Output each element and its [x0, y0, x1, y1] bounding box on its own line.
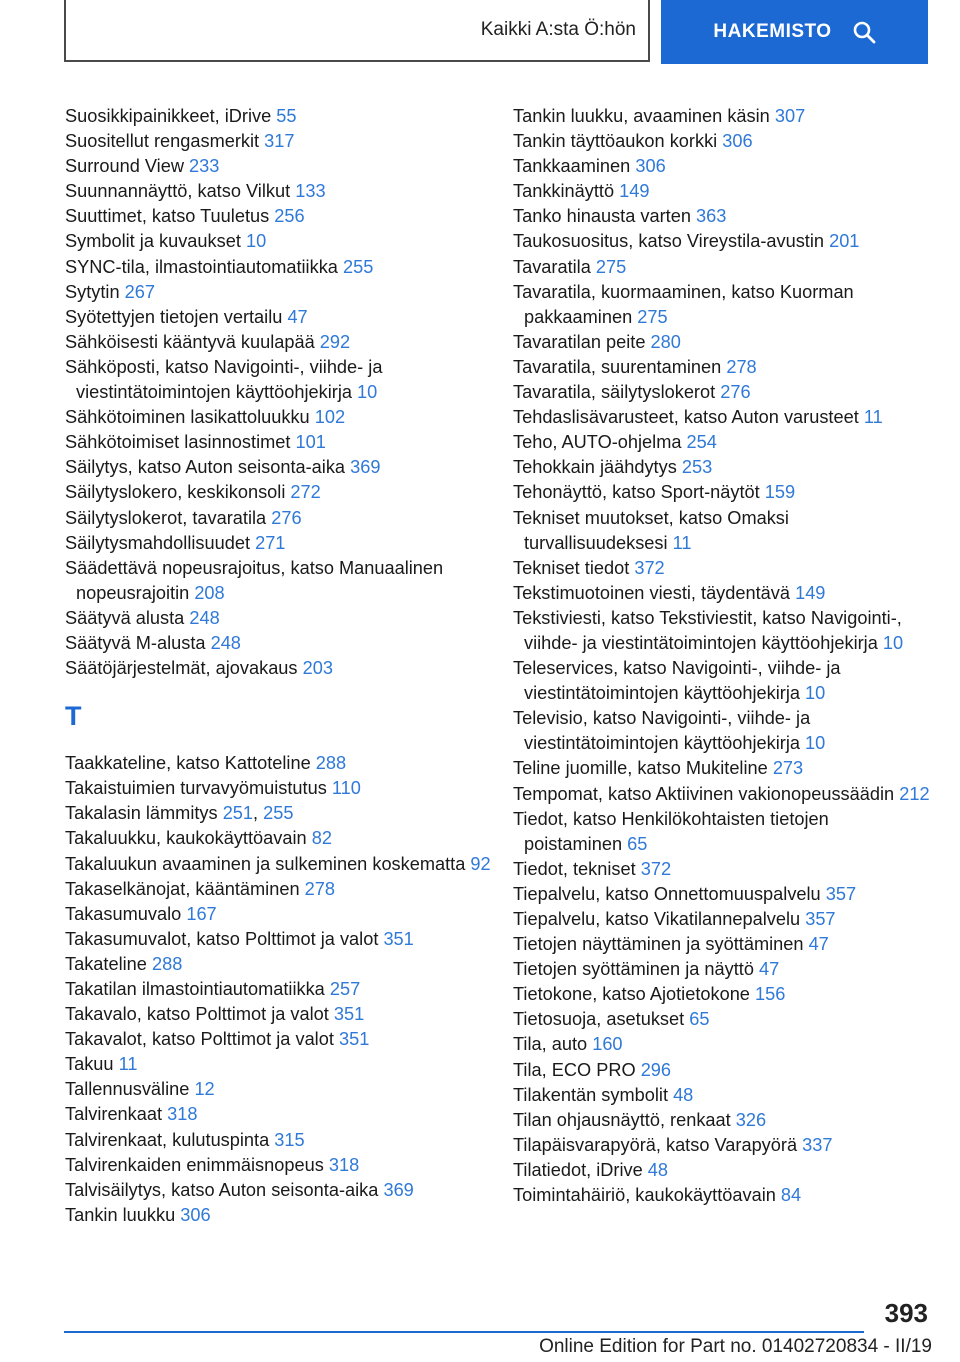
index-entry: [65, 902, 495, 927]
index-entry: [65, 1203, 495, 1228]
page-link[interactable]: 254: [686, 432, 717, 453]
index-entry-text: Takaselkänojat, kääntäminen: [65, 878, 300, 899]
page-link[interactable]: 10: [882, 632, 904, 653]
index-entry: [65, 506, 495, 531]
index-entry: [65, 751, 495, 776]
page-link[interactable]: 317: [264, 131, 295, 152]
page-link[interactable]: 48: [647, 1159, 669, 1180]
index-entry-text: Tilatiedot, iDrive: [513, 1159, 643, 1180]
index-entry: [65, 430, 495, 455]
index-entry-text: Takaluukku, kaukokäyttöavain: [65, 828, 307, 849]
index-entry-text: Takatilan ilmastointiautomatiikka: [65, 979, 325, 999]
page-link[interactable]: 280: [650, 331, 681, 352]
index-entry: [513, 932, 931, 957]
index-entry: [65, 801, 495, 826]
index-entry-text: Takaistuimien turvavyömuistutus: [65, 778, 327, 799]
index-entry: [513, 1083, 931, 1108]
page-link[interactable]: 208: [194, 582, 225, 603]
index-entry-text: Symbolit ja kuvaukset: [65, 231, 241, 252]
index-entry: [65, 952, 495, 977]
page-link[interactable]: 337: [802, 1134, 833, 1155]
page-link[interactable]: 273: [772, 758, 804, 779]
page-link[interactable]: 255: [263, 803, 294, 824]
index-entry: [513, 129, 931, 154]
page-link[interactable]: 272: [290, 482, 321, 503]
page-link[interactable]: 156: [755, 984, 786, 1005]
index-entry-text: Taakkateline, katso Kattoteline: [65, 753, 311, 774]
page-link[interactable]: 233: [189, 156, 220, 177]
index-entry-text: Tehonäyttö, katso Sport-näytöt: [513, 482, 760, 503]
index-entry-text: Tila, ECO PRO: [513, 1059, 636, 1080]
index-entry: [513, 556, 931, 581]
index-entry-text: Säilytyslokerot, tavaratila: [65, 507, 267, 528]
index-entry-text: Takateline: [65, 953, 147, 974]
tab-a-to-z-label: Kaikki A:sta Ö:hön: [480, 19, 636, 40]
page-link[interactable]: 149: [795, 582, 826, 603]
page-link[interactable]: 372: [634, 557, 665, 578]
tab-index-label: HAKEMISTO: [713, 21, 832, 42]
page-link[interactable]: 351: [383, 928, 414, 949]
index-entry-text: Tietokone, katso Ajotietokone: [513, 984, 750, 1005]
index-entry: [65, 280, 495, 305]
page-link[interactable]: 253: [681, 457, 713, 478]
index-entry: [513, 1108, 931, 1133]
index-entry: [65, 606, 495, 631]
index-entry: [65, 927, 495, 952]
page-link[interactable]: 160: [592, 1034, 623, 1055]
index-entry: [513, 882, 931, 907]
page-link[interactable]: 256: [274, 206, 305, 227]
index-entry: [513, 405, 931, 430]
index-entry: [513, 104, 931, 129]
index-entry: [65, 977, 495, 1002]
index-entry-text: Teho, AUTO-ohjelma: [513, 432, 682, 453]
page-link[interactable]: 306: [635, 156, 666, 177]
index-entry-text: Takavalot, katso Polttimot ja valot: [65, 1029, 334, 1050]
page-link[interactable]: 318: [167, 1104, 198, 1125]
index-entry: [513, 782, 931, 807]
page-link[interactable]: 159: [764, 482, 796, 503]
index-entry-text: Säätöjärjestelmät, ajovakaus: [65, 658, 298, 679]
index-entry: [513, 606, 931, 656]
page-link[interactable]: 288: [315, 753, 347, 774]
page-link[interactable]: 296: [640, 1059, 672, 1080]
index-entry: [65, 305, 495, 330]
page-link[interactable]: 326: [735, 1109, 767, 1130]
index-entry: [513, 807, 931, 857]
index-entry: [513, 355, 931, 380]
page-link[interactable]: 10: [245, 231, 267, 252]
index-entry-text: Takaluukun avaaminen ja sulkeminen koskematta: [65, 853, 466, 874]
index-entry-text: Säädettävä nopeusrajoitus, katso Manuaalinen nopeusrajoitin: [65, 557, 444, 603]
index-entry: [65, 255, 495, 280]
footer-edition: Online Edition for Part no. 01402720834 - II/19: [539, 1336, 932, 1357]
page-link[interactable]: 306: [722, 131, 753, 152]
page-link[interactable]: 369: [383, 1179, 414, 1200]
index-entry: [65, 129, 495, 154]
index-entry: [65, 531, 495, 556]
index-entry-text: Tavaratila, kuormaaminen, katso Kuorman pakkaaminen: [513, 281, 854, 327]
page-link[interactable]: 351: [333, 1004, 365, 1025]
page-link[interactable]: 167: [186, 903, 217, 924]
page-link[interactable]: 257: [329, 979, 361, 999]
page-link[interactable]: 307: [774, 106, 806, 126]
index-entry: [513, 204, 931, 229]
index-entry-text: Tankkinäyttö: [513, 181, 615, 202]
index-entry: [513, 982, 931, 1007]
footer-divider: [64, 1331, 864, 1333]
index-entry-text: Tavaratila, suurentaminen: [513, 356, 722, 377]
index-entry-text: Tiedot, tekniset: [513, 858, 636, 879]
index-column-left: [65, 104, 495, 1228]
top-navigation: [64, 0, 928, 66]
index-entry-text: Suuttimet, katso Tuuletus: [65, 206, 270, 227]
index-entry-text: Talvirenkaiden enimmäisnopeus: [65, 1154, 324, 1175]
index-entry-text: Tietojen näyttäminen ja syöttäminen: [513, 934, 804, 955]
index-entry: [65, 1153, 495, 1178]
page-link[interactable]: 47: [287, 306, 308, 327]
page-link[interactable]: 92: [470, 853, 491, 874]
index-letter-heading: T: [65, 701, 82, 732]
index-entry: [513, 1058, 931, 1083]
index-entry: [65, 104, 495, 129]
index-entry-text: Talvirenkaat, kulutuspinta: [65, 1129, 270, 1150]
index-entry: [65, 1027, 495, 1052]
index-entry: [65, 1002, 495, 1027]
index-entry-text: Tavaratila, säilytyslokerot: [513, 382, 716, 403]
page-link[interactable]: 275: [595, 256, 627, 277]
page-link[interactable]: 357: [805, 909, 836, 929]
page-link[interactable]: 315: [274, 1129, 305, 1150]
index-entry-text: Suositellut rengasmerkit: [65, 131, 260, 152]
page-link[interactable]: 12: [194, 1079, 215, 1100]
index-entry: [513, 255, 931, 280]
index-entry-text: SYNC-tila, ilmastointiautomatiikka: [65, 256, 338, 277]
page-link[interactable]: 372: [640, 858, 672, 879]
index-entry: [65, 330, 495, 355]
page-link[interactable]: 369: [350, 457, 381, 478]
index-entry: [513, 455, 931, 480]
page-link[interactable]: 276: [271, 507, 302, 528]
index-entry: [513, 380, 931, 405]
index-entry-text: Teleservices, katso Navigointi-, viihde- ja viestintätoimintojen käyttöohjekirja: [513, 658, 841, 704]
index-entry-text: Takasumuvalo: [65, 903, 182, 924]
index-entry: [65, 229, 495, 254]
tab-a-to-z[interactable]: [64, 0, 650, 62]
index-entry: [65, 631, 495, 656]
page-link[interactable]: 271: [255, 532, 286, 553]
page-link[interactable]: 276: [720, 382, 751, 403]
index-entry: [65, 656, 495, 681]
page-link[interactable]: 275: [637, 306, 668, 327]
page-link[interactable]: 101: [295, 432, 326, 453]
page-link[interactable]: 55: [276, 106, 297, 126]
page-link[interactable]: 288: [151, 953, 183, 974]
index-entry-text: Suunnannäyttö, katso Vilkut: [65, 181, 291, 202]
page-link[interactable]: 318: [328, 1154, 360, 1175]
page-link[interactable]: 82: [311, 828, 332, 849]
page-link[interactable]: 357: [825, 883, 857, 904]
index-entry: [65, 1128, 495, 1153]
index-entry-text: Säilytysmahdollisuudet: [65, 532, 251, 553]
index-entry: [513, 480, 931, 505]
page-separator: ,: [253, 803, 264, 824]
index-entry-text: Teline juomille, katso Mukiteline: [513, 758, 768, 779]
index-entry: [513, 280, 931, 330]
index-entry: [65, 455, 495, 480]
page-link[interactable]: 292: [319, 331, 351, 352]
page-link[interactable]: 267: [124, 281, 156, 302]
index-entry-text: Tekniset tiedot: [513, 557, 630, 578]
page-link[interactable]: 65: [689, 1009, 710, 1030]
index-entry-text: Säätyvä M-alusta: [65, 632, 206, 653]
index-entry: [65, 556, 495, 606]
index-entry-text: Takasumuvalot, katso Polttimot ja valot: [65, 928, 379, 949]
page-link[interactable]: 48: [673, 1084, 694, 1105]
index-entry: [65, 1052, 495, 1077]
index-entry: [65, 355, 495, 405]
index-entry: [65, 179, 495, 204]
index-entry: [65, 1178, 495, 1203]
page-link[interactable]: 84: [780, 1185, 802, 1206]
index-entry: [65, 877, 495, 902]
index-entry-text: Tilakentän symbolit: [513, 1084, 668, 1105]
page-number: 393: [884, 1298, 928, 1328]
index-entry: [513, 1032, 931, 1057]
page-link[interactable]: 11: [863, 407, 883, 428]
index-column-right: [513, 104, 931, 1208]
page-link[interactable]: 10: [805, 733, 826, 754]
index-entry-text: Sähkötoimiset lasinnostimet: [65, 432, 291, 453]
index-entry-text: Säilytys, katso Auton seisonta-aika: [65, 457, 346, 478]
page-link[interactable]: 133: [295, 181, 326, 202]
index-entry-text: Tehokkain jäähdytys: [513, 457, 677, 478]
index-entry-text: Tankkaaminen: [513, 156, 631, 177]
index-entry: [513, 857, 931, 882]
index-entry-text: Talvirenkaat: [65, 1104, 163, 1125]
page-link[interactable]: 255: [342, 256, 374, 277]
page-link[interactable]: 306: [180, 1204, 211, 1225]
index-entry-text: Tiepalvelu, katso Vikatilannepalvelu: [513, 909, 801, 929]
index-entry: [65, 480, 495, 505]
index-entry: [513, 154, 931, 179]
page-link[interactable]: 47: [759, 959, 780, 980]
index-entry: [65, 204, 495, 229]
index-entry-text: Tankin luukku: [65, 1204, 176, 1225]
page-link[interactable]: 212: [899, 783, 930, 804]
page-link[interactable]: 149: [619, 181, 650, 202]
index-entry-text: Surround View: [65, 156, 184, 177]
index-entry: [65, 154, 495, 179]
index-entry: [513, 179, 931, 204]
page-link[interactable]: 363: [696, 206, 727, 227]
index-entry-text: Sähköposti, katso Navigointi-, viihde- ja viestintätoimintojen käyttöohjekirja: [65, 356, 383, 403]
index-entry-text: Tempomat, katso Aktiivinen vakionopeussäädin: [513, 783, 895, 804]
index-entry: [513, 1158, 931, 1183]
index-entry: [513, 1133, 931, 1158]
index-entry-text: Tiedot, katso Henkilökohtaisten tietojen poistaminen: [513, 808, 829, 854]
index-entry-text: Tilapäisvarapyörä, katso Varapyörä: [513, 1134, 798, 1155]
index-entry-text: Syötettyjen tietojen vertailu: [65, 306, 283, 327]
page-link[interactable]: 278: [304, 878, 335, 899]
index-entry-text: Talvisäilytys, katso Auton seisonta-aika: [65, 1179, 379, 1200]
page-link[interactable]: 11: [672, 532, 692, 553]
index-entry: [513, 581, 931, 606]
index-entry: [65, 852, 495, 877]
index-entry-text: Tekstiviesti, katso Tekstiviestit, katso Navigointi-, viihde- ja viestintätoimintojen käyttöohjekirja: [513, 607, 902, 653]
index-entry: [65, 826, 495, 851]
index-entry: [513, 756, 931, 781]
index-entry-text: Tiepalvelu, katso Onnettomuuspalvelu: [513, 883, 821, 904]
page-link[interactable]: 110: [331, 778, 361, 799]
index-entry-text: Tavaratila: [513, 256, 591, 277]
index-entry: [513, 656, 931, 706]
page-link[interactable]: 201: [829, 231, 860, 252]
index-entry-text: Takuu: [65, 1054, 114, 1075]
index-entry-text: Tallennusväline: [65, 1079, 190, 1100]
index-entry: [65, 405, 495, 430]
index-entry: [513, 1007, 931, 1032]
index-entry-text: Sytytin: [65, 281, 120, 302]
index-entry: [513, 1183, 931, 1208]
tab-index[interactable]: [661, 0, 928, 64]
page-link[interactable]: 251: [222, 803, 254, 824]
index-entry-text: Tila, auto: [513, 1034, 588, 1055]
index-entry: [65, 776, 495, 801]
index-entry-text: Tekstimuotoinen viesti, täydentävä: [513, 582, 791, 603]
index-entry: [513, 907, 931, 932]
index-entry: [513, 229, 931, 254]
index-entry-text: Takalasin lämmitys: [65, 803, 218, 824]
index-entry-text: Tankin täyttöaukon korkki: [513, 131, 718, 152]
index-entry-text: Suosikkipainikkeet, iDrive: [65, 106, 272, 126]
index-entry: [65, 1102, 495, 1127]
index-entry: [513, 430, 931, 455]
index-entry: [513, 706, 931, 756]
index-entry-text: Tanko hinausta varten: [513, 206, 691, 227]
page-link[interactable]: 278: [726, 356, 757, 377]
index-entry-text: Tehdaslisävarusteet, katso Auton varusteet: [513, 407, 859, 428]
page-link[interactable]: 351: [338, 1029, 370, 1050]
index-entry-text: Sähkötoiminen lasikattoluukku: [65, 407, 310, 428]
index-entry-text: Tietosuoja, asetukset: [513, 1009, 685, 1030]
page-link[interactable]: 10: [357, 382, 378, 403]
index-entry-text: Tankin luukku, avaaminen käsin: [513, 106, 770, 126]
index-entry-text: Takavalo, katso Polttimot ja valot: [65, 1004, 329, 1025]
index-entry-text: Tilan ohjausnäyttö, renkaat: [513, 1109, 731, 1130]
page-link[interactable]: 102: [314, 407, 346, 428]
page-link[interactable]: 248: [210, 632, 241, 653]
index-entry: [513, 506, 931, 556]
index-entry-text: Säätyvä alusta: [65, 607, 185, 628]
page-link[interactable]: 11: [118, 1054, 138, 1075]
page-link[interactable]: 10: [805, 683, 826, 704]
index-entry-text: Tekniset muutokset, katso Omaksi turvallisuudeksesi: [513, 507, 789, 553]
index-entry-text: Toimintahäiriö, kaukokäyttöavain: [513, 1185, 776, 1206]
page-link[interactable]: 203: [302, 658, 333, 679]
index-entry-text: Säilytyslokero, keskikonsoli: [65, 482, 286, 503]
index-entry: [65, 1077, 495, 1102]
index-entry-text: Taukosuositus, katso Vireystila-avustin: [513, 231, 825, 252]
index-entry: [513, 330, 931, 355]
page-link[interactable]: 248: [189, 607, 220, 628]
index-entry-text: Tietojen syöttäminen ja näyttö: [513, 959, 754, 980]
index-entry: [513, 957, 931, 982]
page-link[interactable]: 65: [627, 833, 648, 854]
index-entry-text: Tavaratilan peite: [513, 331, 646, 352]
page-link[interactable]: 47: [808, 934, 829, 955]
index-entry-text: Televisio, katso Navigointi-, viihde- ja viestintätoimintojen käyttöohjekirja: [513, 708, 811, 754]
search-icon: [852, 20, 876, 44]
index-entry-text: Sähköisesti kääntyvä kuulapää: [65, 331, 315, 352]
